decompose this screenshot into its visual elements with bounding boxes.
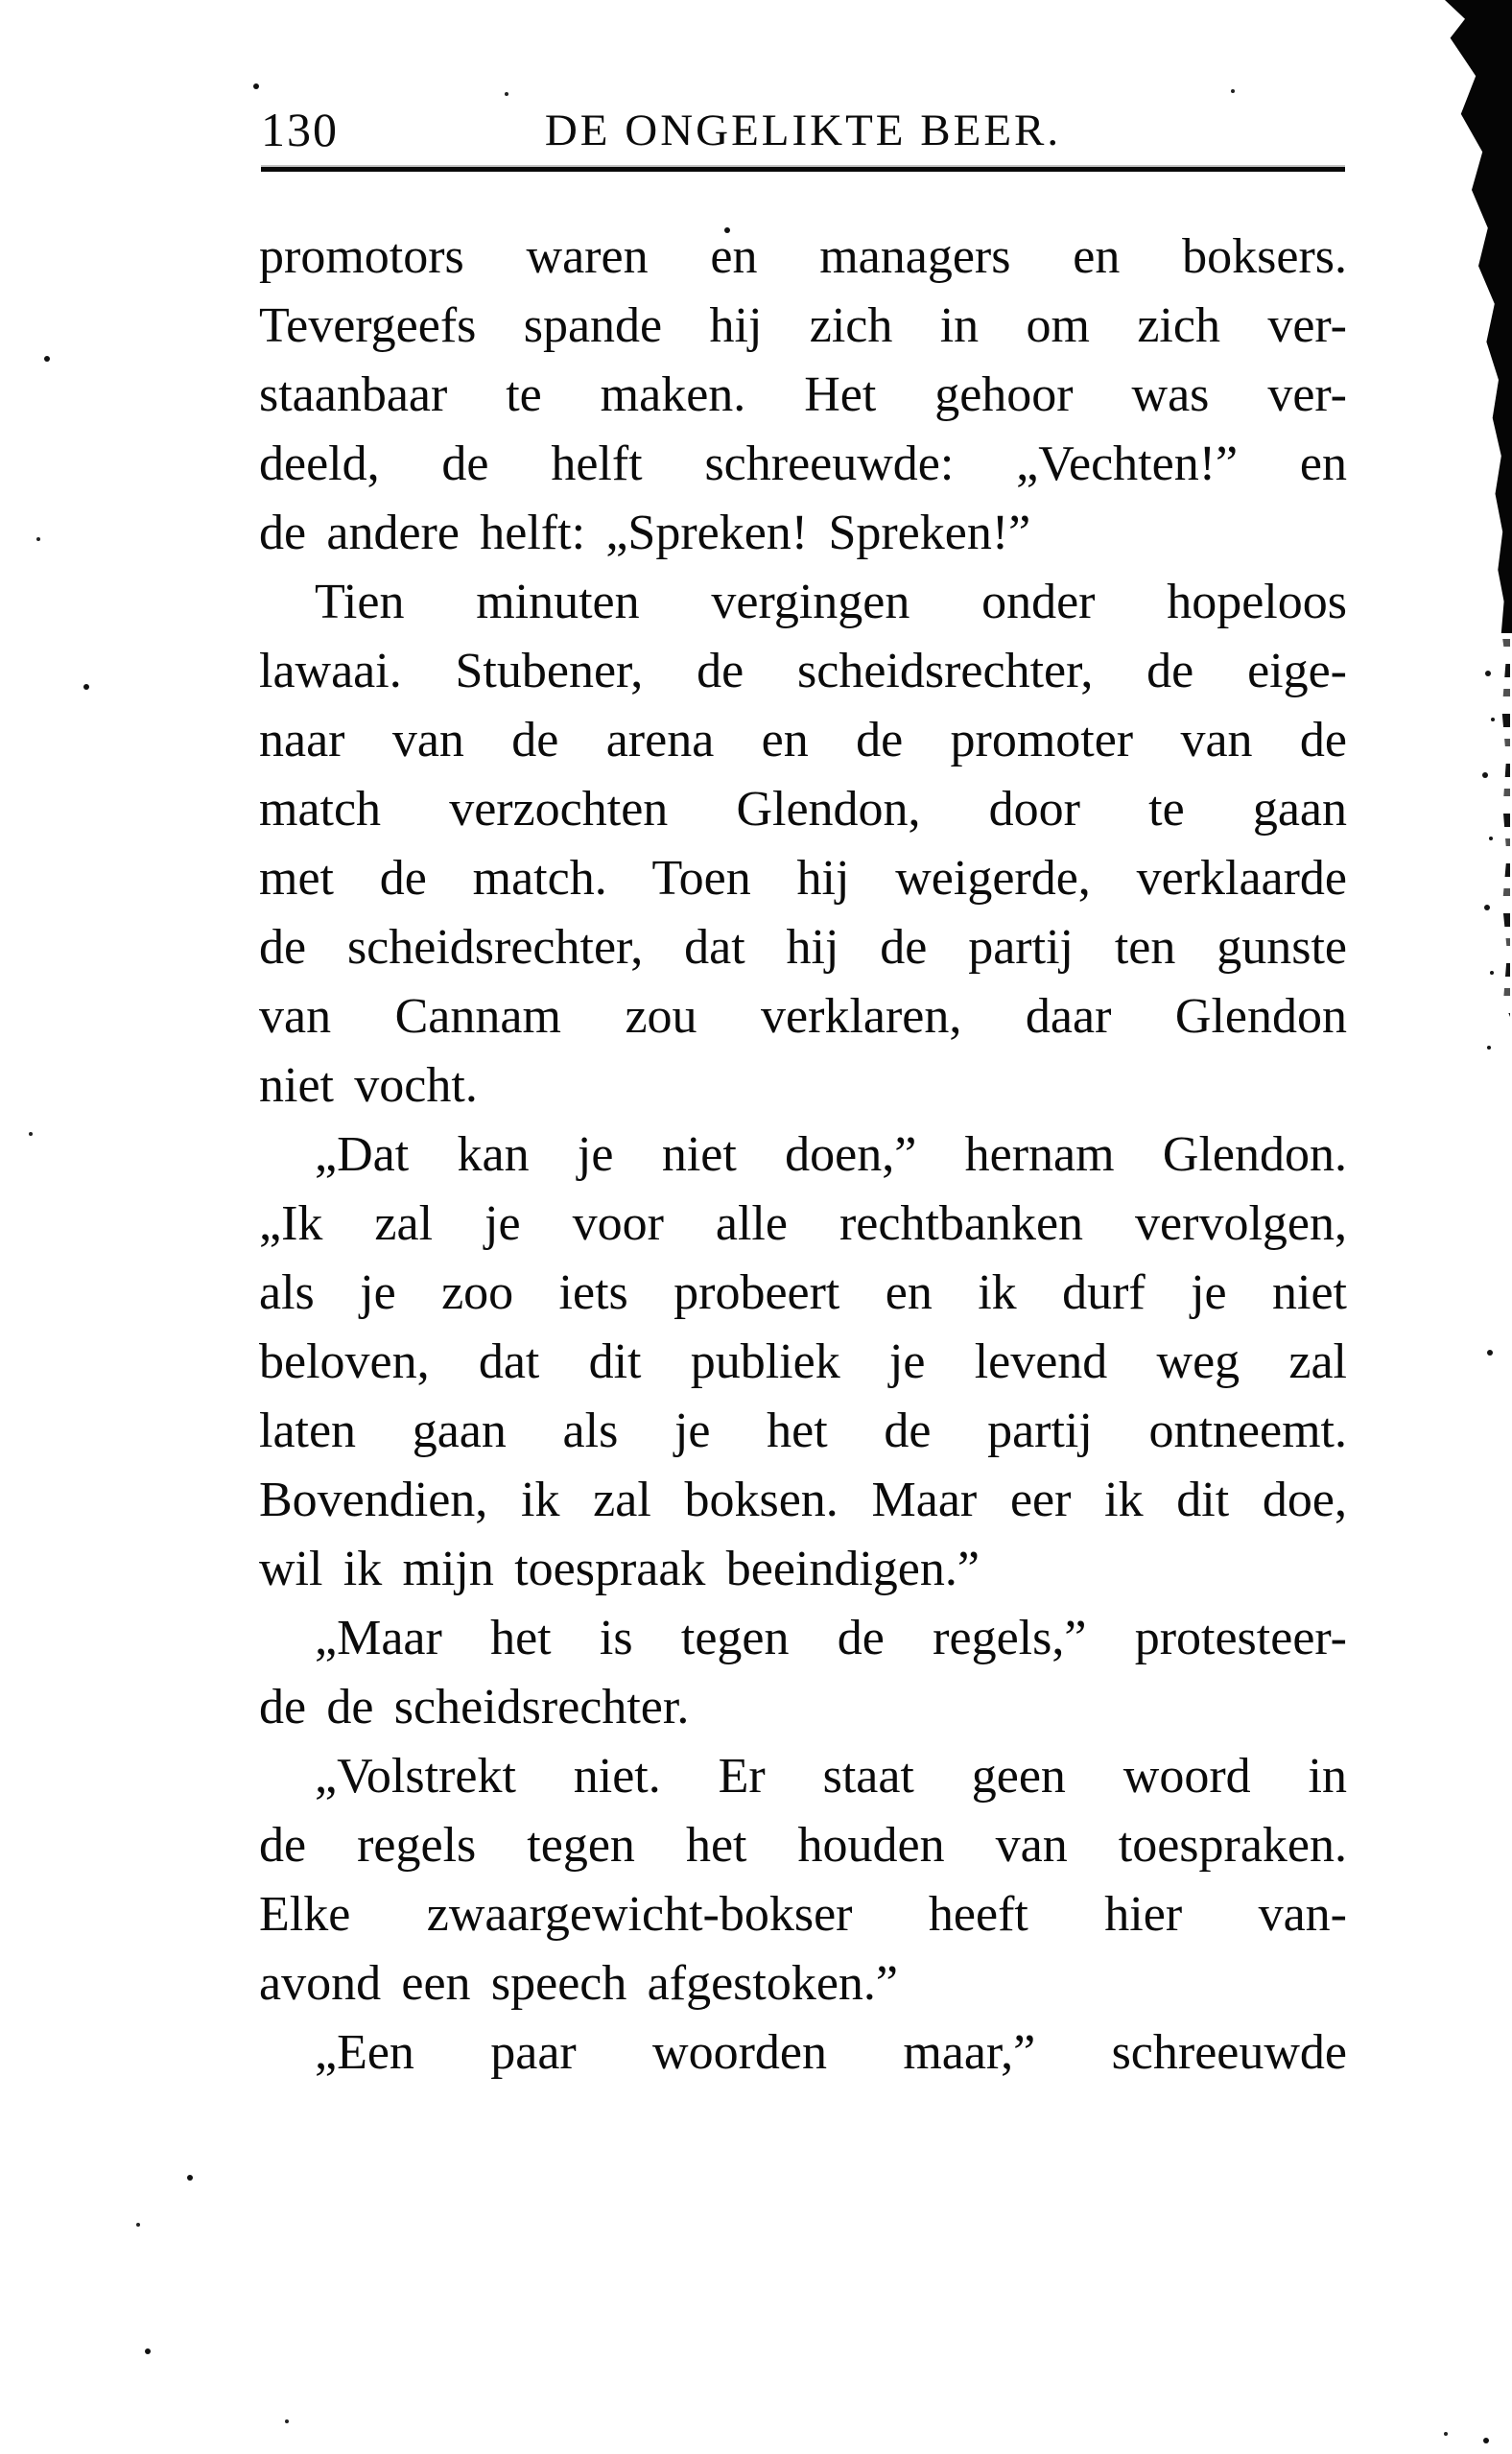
text-line: wil ik mijn toespraak beeindigen.” [259,1542,980,1596]
text-line: de de scheidsrechter. [259,1680,690,1734]
text-line: de regels tegen het houden van toespraken. [259,1818,1347,1873]
text-line: niet vocht. [259,1058,478,1113]
text-line: deeld, de helft schreeuwde: „Vechten!” en [259,437,1347,491]
text-line: Bovendien, ik zal boksen. Maar eer ik dit doe, [259,1473,1347,1527]
text-line: „Dat kan je niet doen,” hernam Glendon. [315,1127,1347,1182]
text-line: „Ik zal je voor alle rechtbanken vervolgen, [259,1196,1347,1251]
page-number: 130 [261,103,339,156]
page-body [259,223,1347,2088]
text-line: Tevergeefs spande hij zich in om zich ver- [259,298,1347,353]
text-line: laten gaan als je het de partij ontneemt. [259,1404,1347,1458]
text-line: de andere helft: „Spreken! Spreken!” [259,506,1031,560]
text-line: match verzochten Glendon, door te gaan [259,782,1347,837]
text-line: promotors waren en managers en boksers. [259,229,1347,284]
text-line: „Volstrekt niet. Er staat geen woord in [315,1749,1347,1804]
text-line: naar van de arena en de promoter van de [259,713,1347,767]
header-rule [261,167,1345,172]
text-line: avond een speech afgestoken.” [259,1956,898,2011]
running-title: DE ONGELIKTE BEER. [544,106,1062,155]
text-line: Elke zwaargewicht-bokser heeft hier van- [259,1887,1347,1942]
text-line: de scheidsrechter, dat hij de partij ten gunste [259,920,1347,975]
text-line: beloven, dat dit publiek je levend weg zal [259,1334,1347,1389]
text-line: „Een paar woorden maar,” schreeuwde [315,2025,1347,2080]
text-line: staanbaar te maken. Het gehoor was ver- [259,367,1347,422]
text-line: Tien minuten vergingen onder hopeloos [315,575,1347,629]
text-line: lawaai. Stubener, de scheidsrechter, de eige- [259,644,1347,698]
text-line: met de match. Toen hij weigerde, verklaarde [259,851,1347,906]
text-line: „Maar het is tegen de regels,” protesteer- [315,1611,1347,1665]
scan-edge-streak [1500,614,1510,1017]
page-header [259,104,1347,161]
text-line: als je zoo iets probeert en ik durf je niet [259,1265,1347,1320]
scan-speckles [0,0,4,4]
text-line: van Cannam zou verklaren, daar Glendon [259,989,1347,1044]
scan-edge-artifact [1445,0,1512,633]
